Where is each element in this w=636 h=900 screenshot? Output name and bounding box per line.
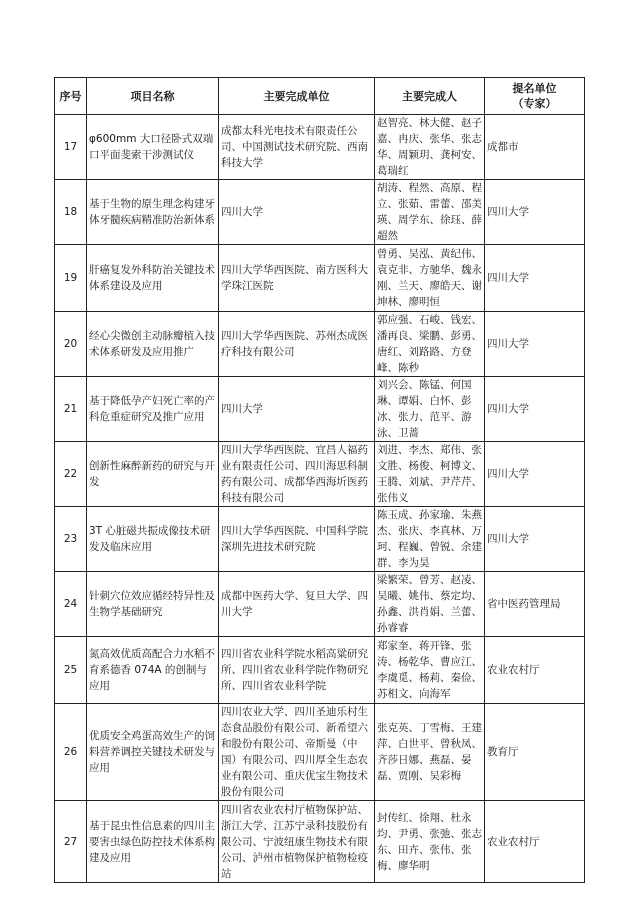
row-main-unit: 四川大学 [219, 377, 375, 442]
row-no: 27 [55, 801, 87, 883]
table-row [55, 377, 585, 442]
row-main-people: 曾勇、吴泓、黄纪伟、袁克非、方驰华、魏永刚、兰天、廖皓天、谢坤林、廖明恒 [375, 245, 485, 312]
row-nominator: 教育厅 [485, 704, 585, 801]
row-project-name: φ600mm 大口径卧式双端口平面斐索干涉测试仪 [87, 115, 219, 180]
header-project-name: 项目名称 [87, 78, 219, 115]
row-main-people: 封传红、徐翔、杜永均、尹勇、张弛、张志东、田卉、张伟、张梅、廖华明 [375, 801, 485, 883]
row-no: 21 [55, 377, 87, 442]
row-no: 26 [55, 704, 87, 801]
row-main-unit: 四川农业大学、四川圣迪乐村生态食品股份有限公司、新希望六和股份有限公司、帝斯曼（中国）有限公司、四川厚全生态农业有限公司、重庆优宝生物技术股份有限公司 [219, 704, 375, 801]
row-main-people: 郑家奎、蒋开锋、张涛、杨乾华、曹应江、李虞觅、杨莉、秦俭、苏相文、向海军 [375, 637, 485, 704]
row-nominator: 省中医药管理局 [485, 572, 585, 637]
row-project-name: 肝癌复发外科防治关键技术体系建设及应用 [87, 245, 219, 312]
row-main-people: 陈玉成、孙家瑜、朱燕杰、张庆、李真林、万珂、程巍、曾锐、余建群、李为昊 [375, 507, 485, 572]
table-row [55, 572, 585, 637]
table-row [55, 801, 585, 883]
row-project-name: 氮高效优质高配合力水稻不育系德香 074A 的创制与应用 [87, 637, 219, 704]
header-main-people: 主要完成人 [375, 78, 485, 115]
row-nominator: 四川大学 [485, 507, 585, 572]
row-main-unit: 四川省农业农村厅植物保护站、浙江大学、江苏宁录科技股份有限公司、宁波纽康生物技术有限公司、泸州市植物保护植物检疫站 [219, 801, 375, 883]
row-no: 25 [55, 637, 87, 704]
table-row [55, 245, 585, 312]
row-main-unit: 成都太科光电技术有限责任公司、中国测试技术研究院、西南科技大学 [219, 115, 375, 180]
table-row [55, 704, 585, 801]
row-main-unit: 成都中医药大学、复旦大学、四川大学 [219, 572, 375, 637]
row-nominator: 四川大学 [485, 245, 585, 312]
row-main-unit: 四川大学 [219, 180, 375, 245]
row-main-people: 郭应强、石峻、钱宏、潘再良、梁鹏、彭勇、唐红、刘路路、方登峰、陈秒 [375, 312, 485, 377]
row-project-name: 创新性麻醉新药的研究与开发 [87, 442, 219, 507]
row-main-unit: 四川大学华西医院、宜昌人福药业有限责任公司、四川海思科制药有限公司、成都华西海圻医药科技有限公司 [219, 442, 375, 507]
row-project-name: 针刺穴位效应循经特异性及生物学基础研究 [87, 572, 219, 637]
row-no: 20 [55, 312, 87, 377]
row-main-people: 刘进、李杰、郑伟、张文胜、杨俊、柯博文、王腾、刘斌、尹芹芹、张伟义 [375, 442, 485, 507]
row-main-unit: 四川省农业科学院水稻高粱研究所、四川省农业科学院作物研究所、四川省农业科学院 [219, 637, 375, 704]
row-project-name: 经心尖微创主动脉瓣植入技术体系研发及应用推广 [87, 312, 219, 377]
table-row [55, 115, 585, 180]
row-main-unit: 四川大学华西医院、中国科学院深圳先进技术研究院 [219, 507, 375, 572]
row-nominator: 农业农村厅 [485, 801, 585, 883]
table-row [55, 312, 585, 377]
row-nominator: 四川大学 [485, 180, 585, 245]
row-project-name: 基于生物的原生理念构建牙体牙髓疾病精准防治新体系 [87, 180, 219, 245]
table-row [55, 442, 585, 507]
table-row [55, 637, 585, 704]
row-main-people: 刘兴会、陈锰、何国琳、谭娟、白怀、彭冰、张力、范平、游泳、卫蔷 [375, 377, 485, 442]
row-project-name: 基于昆虫性信息素的四川主要害虫绿色防控技术体系构建及应用 [87, 801, 219, 883]
row-main-people: 赵智亮、林大健、赵子嘉、冉庆、张华、张志华、周颖玥、龚柯安、葛瑞红 [375, 115, 485, 180]
row-nominator: 四川大学 [485, 442, 585, 507]
table-row [55, 180, 585, 245]
row-no: 18 [55, 180, 87, 245]
row-main-people: 张克英、丁雪梅、王建萍、白世平、曾秋凤、齐莎日娜、燕磊、晏磊、贾刚、吴彩梅 [375, 704, 485, 801]
row-main-unit: 四川大学华西医院、南方医科大学珠江医院 [219, 245, 375, 312]
header-row [55, 78, 585, 115]
header-main-unit: 主要完成单位 [219, 78, 375, 115]
row-nominator: 四川大学 [485, 377, 585, 442]
header-nominator: 提名单位 （专家） [485, 78, 585, 115]
row-no: 24 [55, 572, 87, 637]
row-no: 19 [55, 245, 87, 312]
row-nominator: 成都市 [485, 115, 585, 180]
row-nominator: 四川大学 [485, 312, 585, 377]
row-no: 17 [55, 115, 87, 180]
row-project-name: 3T 心脏磁共振成像技术研发及临床应用 [87, 507, 219, 572]
row-nominator: 农业农村厅 [485, 637, 585, 704]
row-main-unit: 四川大学华西医院、苏州杰成医疗科技有限公司 [219, 312, 375, 377]
row-no: 23 [55, 507, 87, 572]
row-main-people: 胡涛、程然、高原、程立、张茹、雷蕾、邵美瑛、周学东、徐珏、薛超然 [375, 180, 485, 245]
award-table [54, 77, 585, 883]
row-main-people: 梁繁荣、曾芳、赵凌、吴曦、姚伟、蔡定均、孙鑫、洪肖娟、兰蕾、孙睿睿 [375, 572, 485, 637]
header-no: 序号 [55, 78, 87, 115]
row-no: 22 [55, 442, 87, 507]
row-project-name: 基于降低孕产妇死亡率的产科危重症研究及推广应用 [87, 377, 219, 442]
row-project-name: 优质安全鸡蛋高效生产的饲料营养调控关键技术研发与应用 [87, 704, 219, 801]
table-row [55, 507, 585, 572]
